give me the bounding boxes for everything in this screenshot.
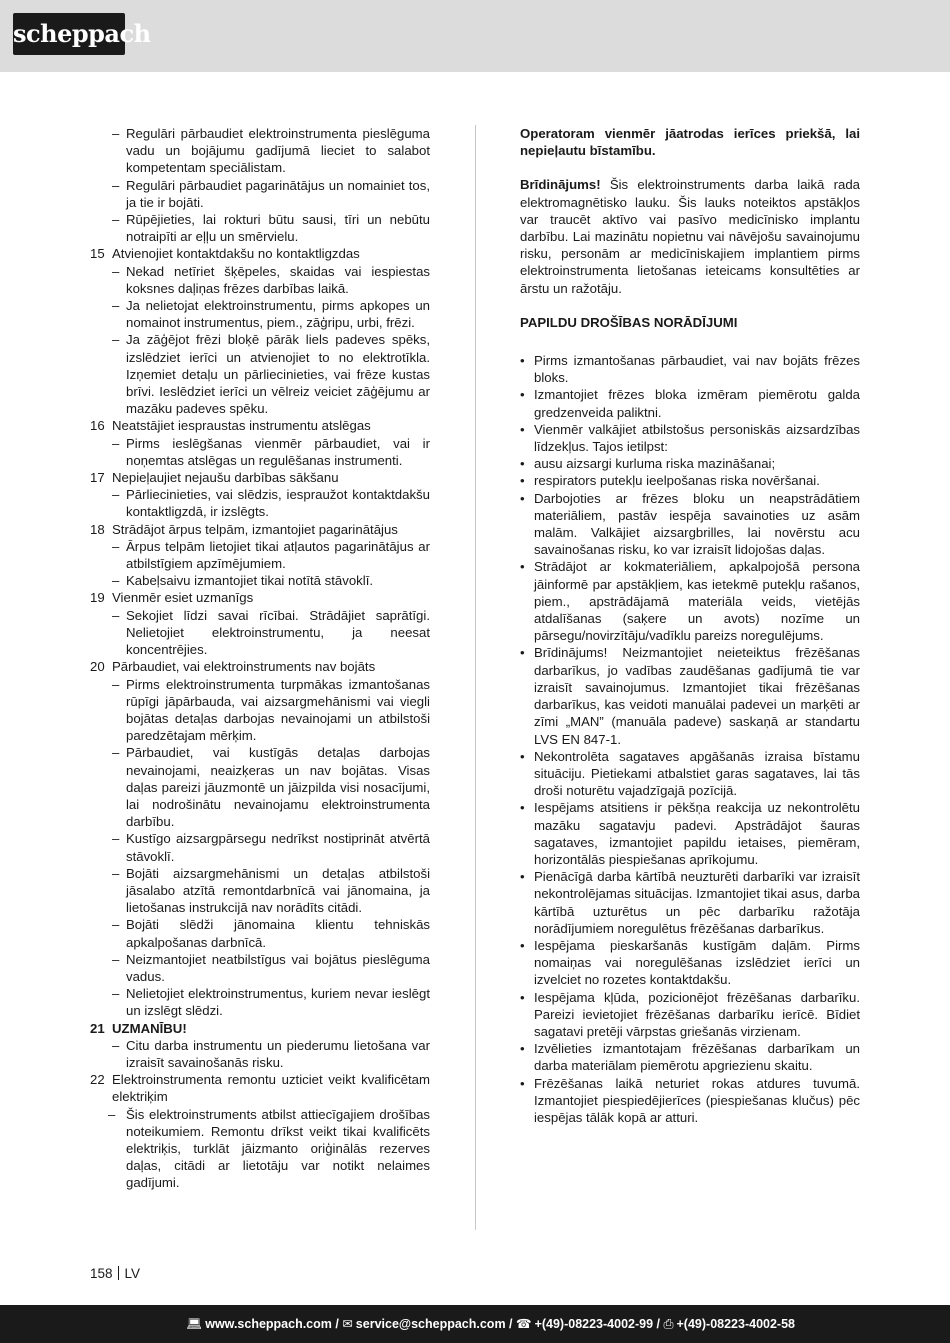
item-marker: 20 bbox=[90, 659, 105, 675]
bullet-item bbox=[520, 386, 860, 420]
item-text: Nekad netīriet šķēpeles, skaidas vai iespiestas koksnes daļiņas frēzes darbības laikā. bbox=[126, 263, 430, 296]
dash-item bbox=[90, 916, 430, 950]
section-title: PAPILDU DROŠĪBAS NORĀDĪJUMI bbox=[520, 314, 738, 330]
bullet-text: Iespējama kļūda, pozicionējot frēzēšanas darbarīku. Pareizi ievietojiet frēzēšanas darbarīku ierīcē. Bīdiet sagatavi pretēji vārpstas griešanās virzienam. bbox=[534, 989, 860, 1039]
item-text: Ārpus telpām lietojiet tikai atļautos pagarinātājus ar atbilstīgiem apzīmējumiem. bbox=[126, 538, 430, 572]
bullet-marker: • bbox=[520, 937, 525, 953]
item-marker: 15 bbox=[90, 246, 105, 262]
contact-bar bbox=[0, 1305, 950, 1343]
bullet-text: Iespējama pieskaršanās kustīgām daļām. Pirms nomaiņas vai noregulēšanas izslēdziet ierīci un izvelciet no rozetes kontaktdakšu. bbox=[534, 937, 860, 988]
numbered-heading bbox=[90, 417, 430, 434]
item-text: Vienmēr esiet uzmanīgs bbox=[112, 590, 254, 606]
item-text: Ja zāģējot frēzi bloķē pārāk liels padeves spēks, izslēdziet ierīci un atvienojiet to no elektrotīkla. Izņemiet detaļu un pārliecinieties, vai frēze kustas brīvi. Ieslēdziet ierīci un vēlreiz veiciet zāģējumu ar mazāku padeves spēku. bbox=[126, 332, 430, 417]
item-text: Pārliecinieties, vai slēdzis, iespraužot kontaktdakšu kontaktligzdā, ir izslēgts. bbox=[126, 487, 430, 520]
dash-item bbox=[90, 744, 430, 830]
bullet-text: Strādājot ar kokmateriāliem, apkalpojošā persona jāinformē par apstākļiem, kas ietekmē putekļu rašanos, piem., apstrādājamā materiāla veids, vietējās atdalīšanas (saķere un avots) nozīme un pārsegu/novirzītāju/vadīklu pareizs noregulējums. bbox=[534, 559, 860, 644]
item-marker: 21 bbox=[90, 1020, 105, 1036]
dash-item bbox=[90, 1037, 430, 1071]
bullet-item bbox=[520, 1075, 860, 1127]
bullet-text: Pirms izmantošanas pārbaudiet, vai nav bojāts frēzes bloks. bbox=[534, 353, 860, 386]
bullet-marker: • bbox=[520, 421, 525, 437]
bullet-marker: • bbox=[520, 645, 525, 661]
language-code: LV bbox=[124, 1266, 141, 1281]
bullet-item bbox=[520, 868, 860, 937]
contact-separator: / bbox=[653, 1317, 664, 1331]
item-marker: 17 bbox=[90, 470, 105, 486]
bullet-marker: • bbox=[520, 473, 525, 489]
page-number: 158 bbox=[90, 1266, 113, 1281]
fax-icon: ⎙ bbox=[663, 1317, 674, 1331]
item-text: Nelietojiet elektroinstrumentus, kuriem nevar ieslēgt un izslēgt slēdzi. bbox=[126, 986, 430, 1019]
bullet-marker: • bbox=[520, 1041, 525, 1057]
item-text: Pirms ieslēgšanas vienmēr pārbaudiet, vai ir noņemtas atslēgas un regulēšanas instrumenti. bbox=[126, 435, 430, 468]
warning-text: Šis elektroinstruments darba laikā rada elektromagnētisko lauku. Šis lauks noteiktos apstākļos var traucēt aktīvo vai pasīvo medicīnisko implantu darbību. Lai mazinātu nopietnu vai nāvējošu savainojumu risku, personām ar medicīniskajiem implantiem pirms elektroinstrumenta lietošanas ieteicams konsultēties ar ārstu un ražotāju. bbox=[520, 177, 860, 296]
item-marker: – bbox=[108, 1106, 116, 1122]
bullet-marker: • bbox=[520, 456, 525, 472]
bullet-item bbox=[520, 748, 860, 800]
numbered-heading bbox=[90, 469, 430, 486]
item-text: UZMANĪBU! bbox=[112, 1020, 187, 1036]
item-marker: – bbox=[112, 986, 120, 1002]
phone-number[interactable]: +(49)-08223-4002-99 bbox=[534, 1317, 654, 1331]
item-text: Pārbaudiet, vai kustīgās detaļas darbojas nevainojami, neaizķeras un nav bojātas. Visas daļas pareizi jāuzmontē un jāizpilda visi nosacījumi, lai nodrošinātu nevainojamu elektroinstrumenta darbību. bbox=[126, 745, 430, 830]
bullet-marker: • bbox=[520, 989, 525, 1005]
item-text: Citu darba instrumentu un piederumu lietošana var izraisīt savainošanās risku. bbox=[126, 1037, 430, 1070]
bullet-text: respirators putekļu ieelpošanas riska novēršanai. bbox=[534, 473, 820, 489]
warning-label: Brīdinājums! bbox=[520, 177, 601, 193]
bullet-text: Iespējams atsitiens ir pēkšņa reakcija uz nekontrolētu mazāku sagatavju padevi. Apstrādājot šauras sagataves, izmantojiet papildu ietaises, piemēram, horizontālās piespiešanas aprīkojumu. bbox=[534, 800, 860, 867]
dash-item bbox=[90, 1106, 430, 1192]
dash-item bbox=[90, 676, 430, 745]
computer-icon: 💻︎ bbox=[186, 1317, 203, 1331]
bullet-text: Brīdinājums! Neizmantojiet neieteiktus frēzēšanas darbarīkus, jo vadības zaudēšanas gadījumā tie var izraisīt savainojumus. Izmantojiet tikai frēzēšanas darbarīkus, kas veidoti manuālai padevei un marķēti ar zīmi „MAN” (manuāla padeve) saskaņā ar standartu LVS EN 847-1. bbox=[534, 645, 860, 747]
item-text: Regulāri pārbaudiet elektroinstrumenta pieslēguma vadu un bojājumu gadījumā lieciet to salabot kompetentam speciālistam. bbox=[126, 126, 430, 176]
item-marker: – bbox=[112, 917, 120, 933]
numbered-heading bbox=[90, 245, 430, 262]
item-marker: – bbox=[112, 865, 120, 881]
item-marker: 22 bbox=[90, 1072, 105, 1088]
item-text: Ja nelietojat elektroinstrumentu, pirms apkopes un nomainot instrumentus, piem., zāģripu, urbi, frēzi. bbox=[126, 298, 430, 331]
bullet-marker: • bbox=[520, 387, 525, 403]
fax-number[interactable]: +(49)-08223-4002-58 bbox=[676, 1317, 795, 1331]
item-text: Sekojiet līdzi savai rīcībai. Strādājiet saprātīgi. Nelietojiet elektroinstrumentu, ja neesat koncentrējies. bbox=[126, 607, 430, 658]
item-text: Pārbaudiet, vai elektroinstruments nav bojāts bbox=[112, 659, 376, 675]
contact-separator: / bbox=[505, 1317, 516, 1331]
bullet-item bbox=[520, 455, 860, 472]
item-marker: – bbox=[112, 263, 120, 279]
page-footer bbox=[90, 1266, 140, 1281]
bullet-marker: • bbox=[520, 748, 525, 764]
item-text: Atvienojiet kontaktdakšu no kontaktligzdas bbox=[112, 246, 360, 262]
contact-separator: / bbox=[331, 1317, 343, 1331]
bullet-item bbox=[520, 644, 860, 747]
item-marker: – bbox=[112, 831, 120, 847]
item-text: Elektroinstrumenta remontu uzticiet veikt kvalificētam elektriķim bbox=[112, 1072, 430, 1105]
item-marker: 18 bbox=[90, 521, 105, 537]
dash-item bbox=[90, 435, 430, 469]
website-link[interactable]: www.scheppach.com bbox=[205, 1317, 332, 1331]
mail-icon: ✉︎ bbox=[342, 1317, 353, 1331]
item-marker: – bbox=[112, 177, 120, 193]
column-divider bbox=[475, 125, 476, 1230]
item-text: Bojāti aizsargmehānismi un detaļas atbilstoši jāsalabo atzītā remontdarbnīcā vai jānomaina, ja lietošanas instrukcijā nav norādīts citādi. bbox=[126, 865, 430, 916]
item-text: Strādājot ārpus telpām, izmantojiet pagarinātājus bbox=[112, 521, 398, 537]
emf-warning bbox=[520, 176, 860, 296]
bullet-item bbox=[520, 1040, 860, 1074]
email-link[interactable]: service@scheppach.com bbox=[355, 1317, 506, 1331]
item-marker: – bbox=[112, 126, 120, 141]
dash-item bbox=[90, 951, 430, 985]
dash-item bbox=[90, 263, 430, 297]
item-text: Regulāri pārbaudiet pagarinātājus un nomainiet tos, ja tie ir bojāti. bbox=[126, 177, 430, 210]
dash-item bbox=[90, 331, 430, 417]
bullet-text: Vienmēr valkājiet atbilstošus personiskās aizsardzības līdzekļus. Tajos ietilpst: bbox=[534, 421, 860, 455]
bullet-item bbox=[520, 937, 860, 989]
left-column bbox=[90, 125, 430, 1192]
right-column bbox=[520, 125, 860, 1126]
item-text: Kustīgo aizsargpārsegu nedrīkst nostiprināt atvērtā stāvoklī. bbox=[126, 831, 430, 864]
item-marker: – bbox=[112, 212, 120, 228]
item-marker: – bbox=[112, 607, 120, 623]
dash-item bbox=[90, 538, 430, 572]
bullet-item bbox=[520, 472, 860, 489]
dash-item bbox=[90, 865, 430, 917]
bullet-marker: • bbox=[520, 353, 525, 369]
dash-item bbox=[90, 985, 430, 1019]
bullet-item bbox=[520, 989, 860, 1041]
numbered-heading bbox=[90, 1020, 430, 1037]
bullet-item bbox=[520, 490, 860, 559]
item-marker: – bbox=[112, 745, 120, 761]
bullet-item bbox=[520, 421, 860, 455]
bullet-item bbox=[520, 558, 860, 644]
dash-item bbox=[90, 486, 430, 520]
dash-item bbox=[90, 177, 430, 211]
item-text: Neizmantojiet neatbilstīgus vai bojātus pieslēguma vadus. bbox=[126, 951, 430, 984]
item-marker: – bbox=[112, 538, 120, 554]
header-band bbox=[0, 0, 950, 72]
item-text: Kabeļsaivu izmantojiet tikai notītā stāvoklī. bbox=[126, 573, 374, 589]
item-marker: – bbox=[112, 298, 120, 314]
numbered-heading bbox=[90, 589, 430, 606]
bullet-text: Nekontrolēta sagataves apgāšanās izraisa bīstamu situāciju. Pietiekami atbalstiet garas sagataves, lai tās droši noturētu vajadzīgajā pozīcijā. bbox=[534, 748, 860, 799]
dash-item bbox=[90, 830, 430, 864]
item-marker: 19 bbox=[90, 590, 105, 606]
operator-note: Operatoram vienmēr jāatrodas ierīces priekšā, lai nepieļautu bīstamību. bbox=[520, 126, 860, 159]
bullet-text: Darbojoties ar frēzes bloku un neapstrādātiem materiāliem, pastāv iespēja savainoties uz asām malām. Valkājiet aizsargbrilles, lai novērstu acu savainošanas risku, ko var izraisīt lidojošas daļas. bbox=[534, 490, 860, 558]
bullet-text: Izmantojiet frēzes bloka izmēram piemērotu galda gredzenveida paliktni. bbox=[534, 387, 860, 420]
dash-item bbox=[90, 607, 430, 659]
item-marker: – bbox=[112, 951, 120, 967]
bullet-item bbox=[520, 799, 860, 868]
bullet-marker: • bbox=[520, 869, 525, 885]
bullet-item bbox=[520, 352, 860, 386]
bullet-text: ausu aizsargi kurluma riska mazināšanai; bbox=[534, 456, 776, 472]
item-text: Šis elektroinstruments atbilst attiecīgajiem drošības noteikumiem. Remontu drīkst veikt tikai kvalificēts elektriķis, turklāt jāizmanto oriģinālās rezerves daļas, citādi ar lietotāju var notikt nelaimes gadījumi. bbox=[126, 1106, 430, 1191]
numbered-heading bbox=[90, 521, 430, 538]
bullet-text: Frēzēšanas laikā neturiet rokas atdures tuvumā. Izmantojiet piespiedējierīces (piespiešanas klučus) pēc iespējas tālāk kopā ar atturi. bbox=[534, 1075, 860, 1125]
bullet-marker: • bbox=[520, 1075, 525, 1091]
dash-item bbox=[90, 572, 430, 589]
brand-logo: scheppach bbox=[13, 13, 125, 55]
item-text: Nepieļaujiet nejaušu darbības sākšanu bbox=[112, 470, 339, 486]
phone-icon: ☎︎ bbox=[515, 1317, 532, 1331]
item-marker: – bbox=[112, 487, 120, 503]
item-text: Rūpējieties, lai rokturi būtu sausi, tīri un nebūtu notraipīti ar eļļu un smērvielu. bbox=[126, 212, 430, 245]
item-marker: – bbox=[112, 332, 120, 348]
item-marker: – bbox=[112, 1037, 120, 1053]
item-marker: 16 bbox=[90, 418, 105, 434]
bullet-marker: • bbox=[520, 559, 525, 575]
item-marker: – bbox=[112, 435, 120, 451]
bullet-text: Izvēlieties izmantotajam frēzēšanas darbarīkam un darba materiālam piemērotu apgriezienu skaitu. bbox=[534, 1041, 860, 1074]
page-separator bbox=[118, 1266, 119, 1280]
item-marker: – bbox=[112, 573, 120, 589]
bullet-marker: • bbox=[520, 800, 525, 816]
dash-item bbox=[90, 125, 430, 177]
safety-bullet-list bbox=[520, 352, 860, 1126]
item-text: Bojāti slēdži jānomaina klientu tehniskās apkalpošanas darbnīcā. bbox=[126, 917, 430, 950]
bullet-marker: • bbox=[520, 490, 525, 506]
dash-item bbox=[90, 211, 430, 245]
item-text: Neatstājiet iespraustas instrumentu atslēgas bbox=[112, 418, 371, 434]
numbered-heading bbox=[90, 658, 430, 675]
item-marker: – bbox=[112, 676, 120, 692]
dash-item bbox=[90, 297, 430, 331]
item-text: Pirms elektroinstrumenta turpmākas izmantošanas rūpīgi jāpārbauda, vai aizsargmehānismi vai viegli bojātas detaļas darbojas nevainojami un atbilstoši paredzētajam mērķim. bbox=[126, 676, 430, 744]
numbered-heading bbox=[90, 1071, 430, 1105]
bullet-text: Pienācīgā darba kārtībā neuzturēti darbarīki var izraisīt nekontrolējamas situācijas. Izmantojiet tikai asus, darba kārtībā uzturētus un pēc darbarīku ražotāja norādījumiem noregulētus frēzēšanas darbarīkus. bbox=[534, 869, 860, 936]
